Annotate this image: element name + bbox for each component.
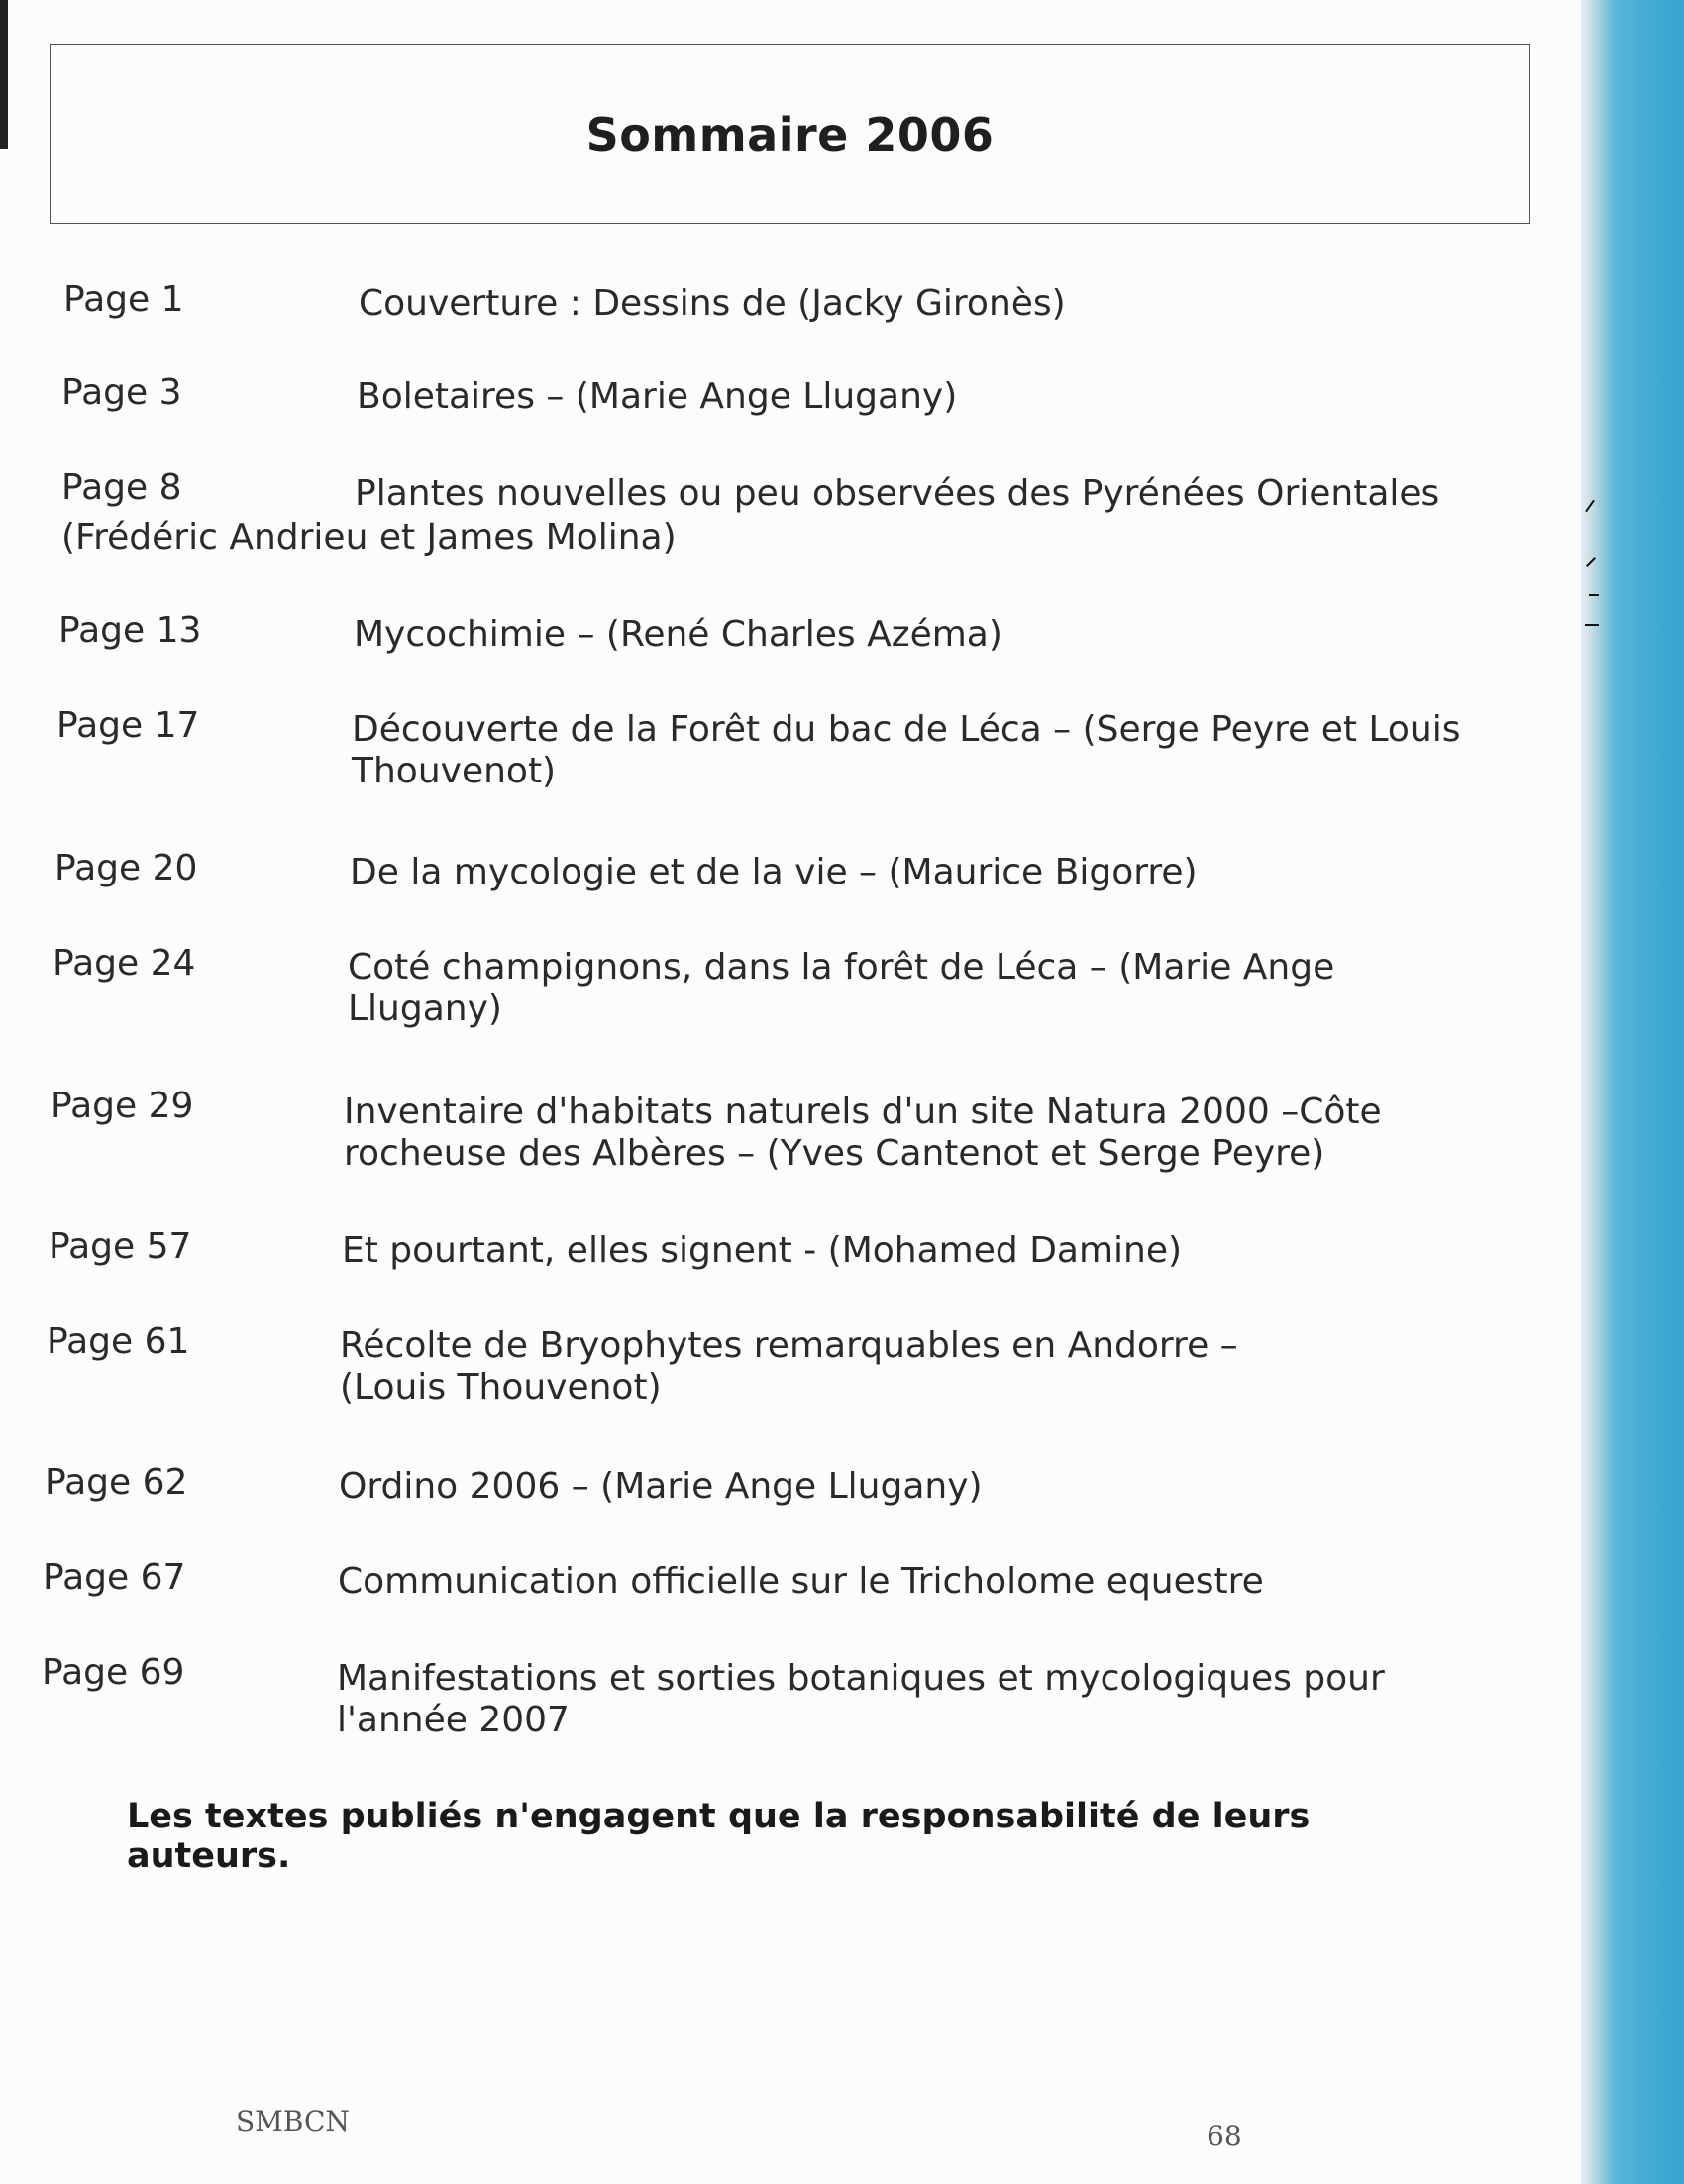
toc-description: Inventaire d'habitats naturels d'un site Natura 2000 –Côte rocheuse des Albères – (Yves Cantenot et Serge Peyre) (344, 1092, 1382, 1174)
toc-page-number: Page 61 (47, 1321, 190, 1362)
toc-page-number: Page 67 (43, 1557, 186, 1598)
toc-entry (56, 705, 1493, 804)
scan-mark (1586, 557, 1596, 567)
scan-mark (1585, 624, 1599, 626)
toc-description: Plantes nouvelles ou peu observées des Pyrénées Orientales (355, 473, 1440, 514)
toc-description: Couverture : Dessins de (Jacky Gironès) (359, 283, 1066, 324)
blue-cover-strip (1581, 0, 1684, 2184)
toc-page-number: Page 69 (42, 1652, 185, 1693)
toc-page-number: Page 8 (61, 468, 182, 508)
toc-page-number: Page 29 (51, 1086, 194, 1126)
toc-entry (54, 848, 1491, 907)
toc-page-number: Page 62 (45, 1462, 188, 1503)
toc-description: De la mycologie et de la vie – (Maurice Bigorre) (350, 852, 1198, 892)
disclaimer-notice: Les textes publiés n'engagent que la responsabilité de leurs auteurs. (127, 1797, 1311, 1876)
toc-page-number: Page 57 (49, 1226, 192, 1267)
footer-publisher: SMBCN (236, 2105, 350, 2137)
toc-description: Manifestations et sorties botaniques et mycologiques pour l'année 2007 (337, 1658, 1385, 1740)
toc-entry (47, 1321, 1483, 1420)
title-box (50, 44, 1530, 224)
toc-page-number: Page 1 (63, 279, 184, 320)
toc-page-number: Page 3 (61, 372, 182, 413)
toc-page-number: Page 13 (58, 610, 202, 651)
toc-entry (61, 468, 1498, 567)
toc-entry (63, 279, 1500, 339)
toc-description-continued: (Frédéric Andrieu et James Molina) (61, 517, 677, 558)
toc-entry (58, 610, 1495, 670)
toc-description: Mycochimie – (René Charles Azéma) (354, 614, 1002, 655)
page-title: Sommaire 2006 (585, 108, 995, 161)
toc-entry (43, 1557, 1479, 1616)
toc-page-number: Page 17 (56, 705, 200, 746)
toc-description: Ordino 2006 – (Marie Ange Llugany) (339, 1466, 983, 1507)
binding-edge (0, 0, 8, 149)
toc-entry (49, 1226, 1485, 1286)
toc-description: Récolte de Bryophytes remarquables en Andorre – (Louis Thouvenot) (340, 1325, 1238, 1407)
toc-description: Et pourtant, elles signent - (Mohamed Damine) (342, 1230, 1183, 1271)
toc-entry (42, 1652, 1478, 1751)
scan-mark (1585, 500, 1595, 513)
toc-entry (51, 1086, 1487, 1185)
toc-entry (53, 943, 1489, 1042)
toc-page-number: Page 20 (54, 848, 198, 888)
toc-entry (61, 372, 1498, 432)
toc-description: Découverte de la Forêt du bac de Léca – (Serge Peyre et Louis Thouvenot) (352, 709, 1461, 791)
toc-description: Coté champignons, dans la forêt de Léca – (Marie Ange Llugany) (348, 947, 1335, 1029)
scan-mark (1589, 594, 1599, 596)
toc-entry (45, 1462, 1481, 1521)
toc-page-number: Page 24 (53, 943, 196, 984)
footer-page-number: 68 (1207, 2120, 1242, 2152)
toc-description: Boletaires – (Marie Ange Llugany) (357, 376, 958, 417)
toc-description: Communication officielle sur le Tricholome equestre (338, 1561, 1264, 1602)
